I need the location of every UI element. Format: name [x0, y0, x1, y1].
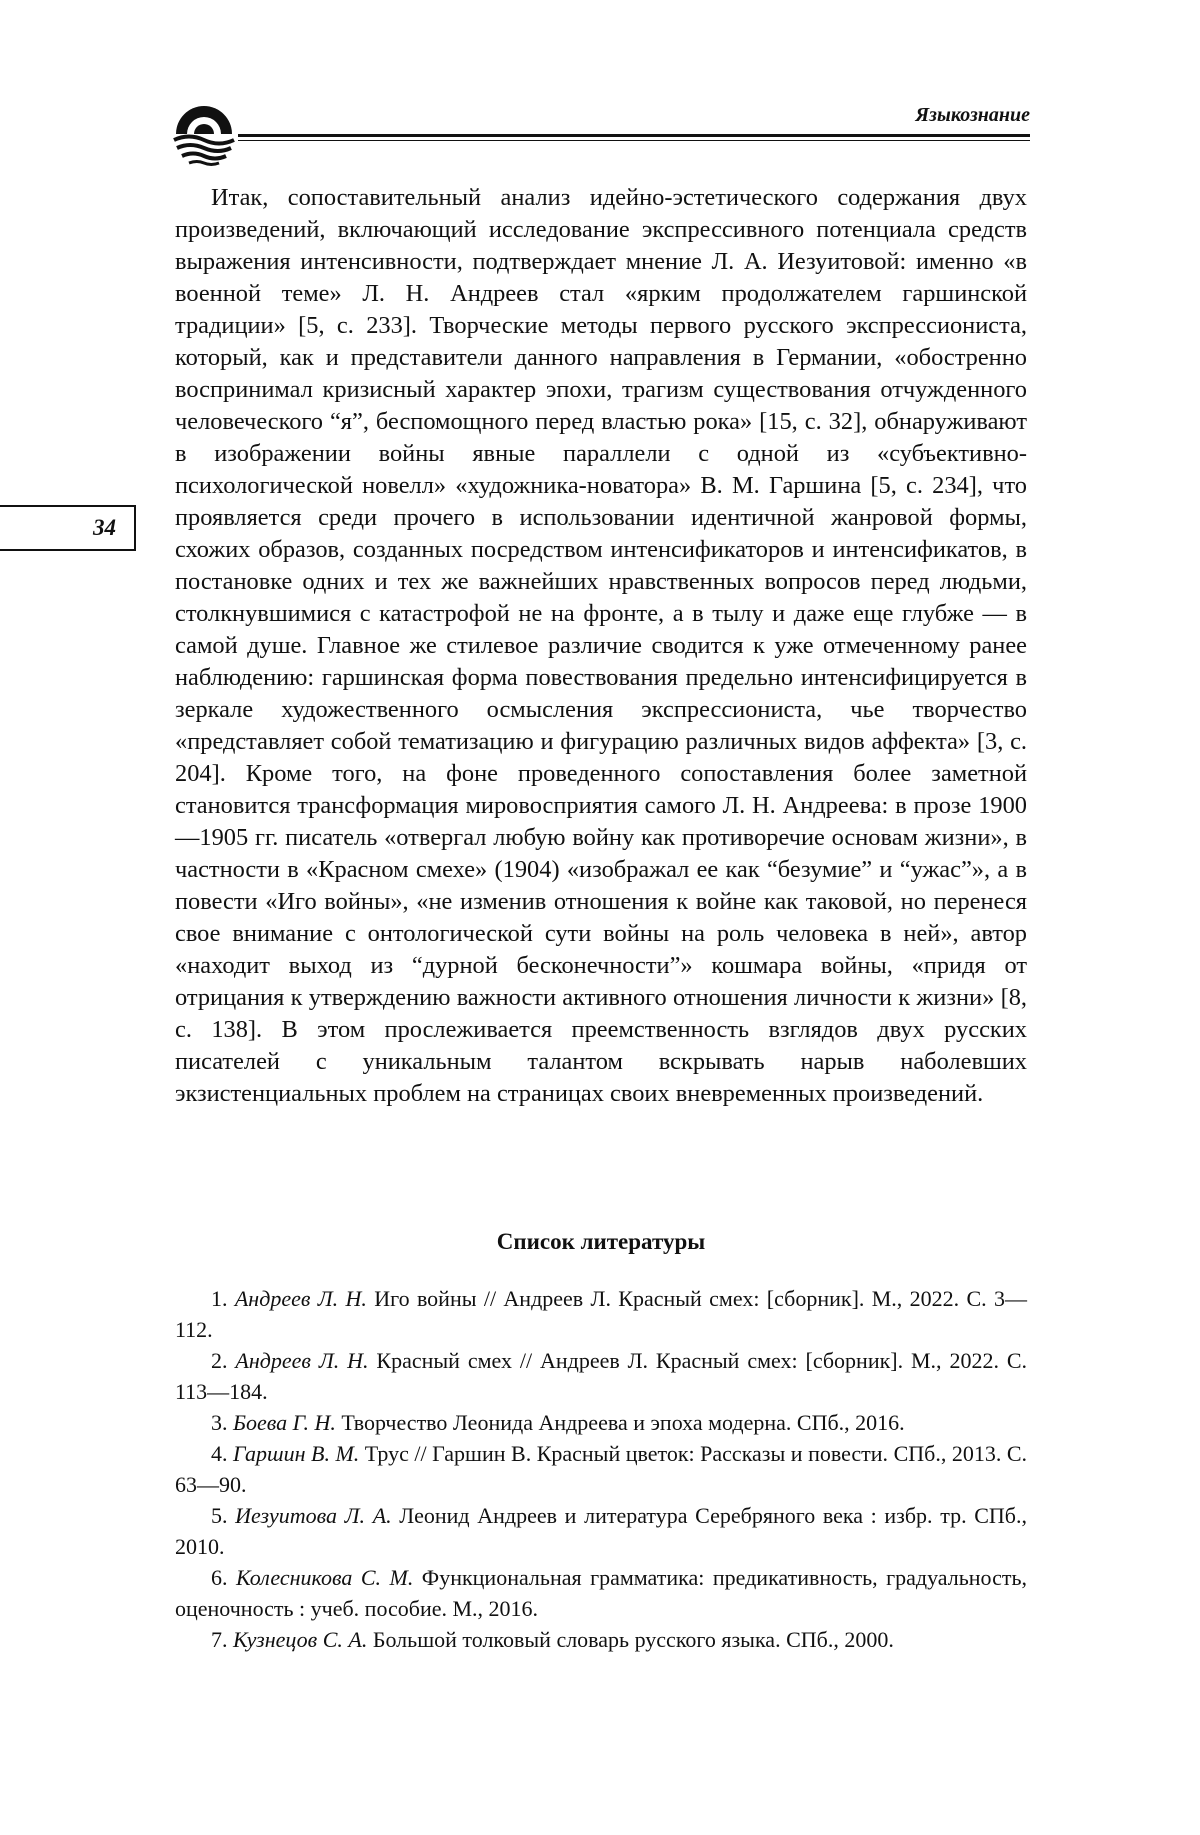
- header-rule: [238, 134, 1030, 144]
- references-list: [175, 1283, 1027, 1655]
- reference-item: 6. Колесникова С. М. Функциональная грамматика: предикативность, градуальность, оценочность : учеб. пособие. М., 2016.: [175, 1565, 1028, 1621]
- wave-sun-emblem-icon: [170, 100, 238, 168]
- reference-item: 7. Кузнецов С. А. Большой толковый словарь русского языка. СПб., 2000.: [211, 1627, 894, 1652]
- reference-item: 3. Боева Г. Н. Творчество Леонида Андреева и эпоха модерна. СПб., 2016.: [211, 1410, 905, 1435]
- section-title: Языкознание: [915, 104, 1030, 126]
- reference-item: 1. Андреев Л. Н. Иго войны // Андреев Л. Красный смех: [сборник]. М., 2022. С. 3—112.: [175, 1286, 1028, 1342]
- reference-item: 2. Андреев Л. Н. Красный смех // Андреев Л. Красный смех: [сборник]. М., 2022. С. 113—184.: [175, 1348, 1028, 1404]
- references-heading: Список литературы: [496, 1229, 706, 1254]
- reference-item: 4. Гаршин В. М. Трус // Гаршин В. Красный цветок: Рассказы и повести. СПб., 2013. С. 63—90.: [175, 1441, 1028, 1497]
- page-number-tab: [0, 505, 136, 551]
- body-paragraph: Итак, сопоставительный анализ идейно-эстетического содержания двух произведений, включающий исследование экспрессивного потенциала средств выражения интенсивности, подтверждает мнение Л. А. Иезуитовой: именно «в военной теме» Л. Н. Андреев стал «ярким продолжателем гаршинской традиции» [5, с. 233]. Творческие методы первого русского экспрессиониста, который, как и представители данного направления в Германии, «обостренно воспринимал кризисный характер эпохи, трагизм существования отчужденного человеческого “я”, беспомощного перед властью рока» [15, с. 32], обнаруживают в изображении войны явные параллели с одной из «субъективно-психологической новелл» «художника-новатора» В. М. Гаршина [5, с. 234], что проявляется среди прочего в использовании идентичной жанровой формы, схожих образов, созданных посредством интенсификаторов и интенсификатов, в постановке одних и тех же важнейших нравственных вопросов перед людьми, столкнувшимися с катастрофой не на фронте, а в тылу и даже еще глубже — в самой душе. Главное же стилевое различие сводится к уже отмеченному ранее наблюдению: гаршинская форма повествования предельно интенсифицируется в зеркале художественного осмысления экспрессиониста, чье творчество «представляет собой тематизацию и фигурацию различных видов аффекта» [3, с. 204]. Кроме того, на фоне проведенного сопоставления более заметной становится трансформация мировосприятия самого Л. Н. Андреева: в прозе 1900—1905 гг. писатель «отвергал любую войну как противоречие основам жизни», в частности в «Красном смехе» (1904) «изображал ее как “безумие” и “ужас”», а в повести «Иго войны», «не изменив отношения к войне как таковой, но перенеся свое внимание с онтологической сути войны на роль человека в ней», автор «находит выход из “дурной бесконечности”» кошмара войны, «придя от отрицания к утверждению важности активного отношения личности к жизни» [8, с. 138]. В этом прослеживается преемственность взглядов двух русских писателей с уникальным талантом вскрывать нарыв наболевших экзистенциальных проблем на страницах своих вневременных произведений.: [175, 184, 1027, 1107]
- page-number: 34: [93, 515, 116, 540]
- reference-item: 5. Иезуитова Л. А. Леонид Андреев и литература Серебряного века : избр. тр. СПб., 2010.: [175, 1503, 1028, 1559]
